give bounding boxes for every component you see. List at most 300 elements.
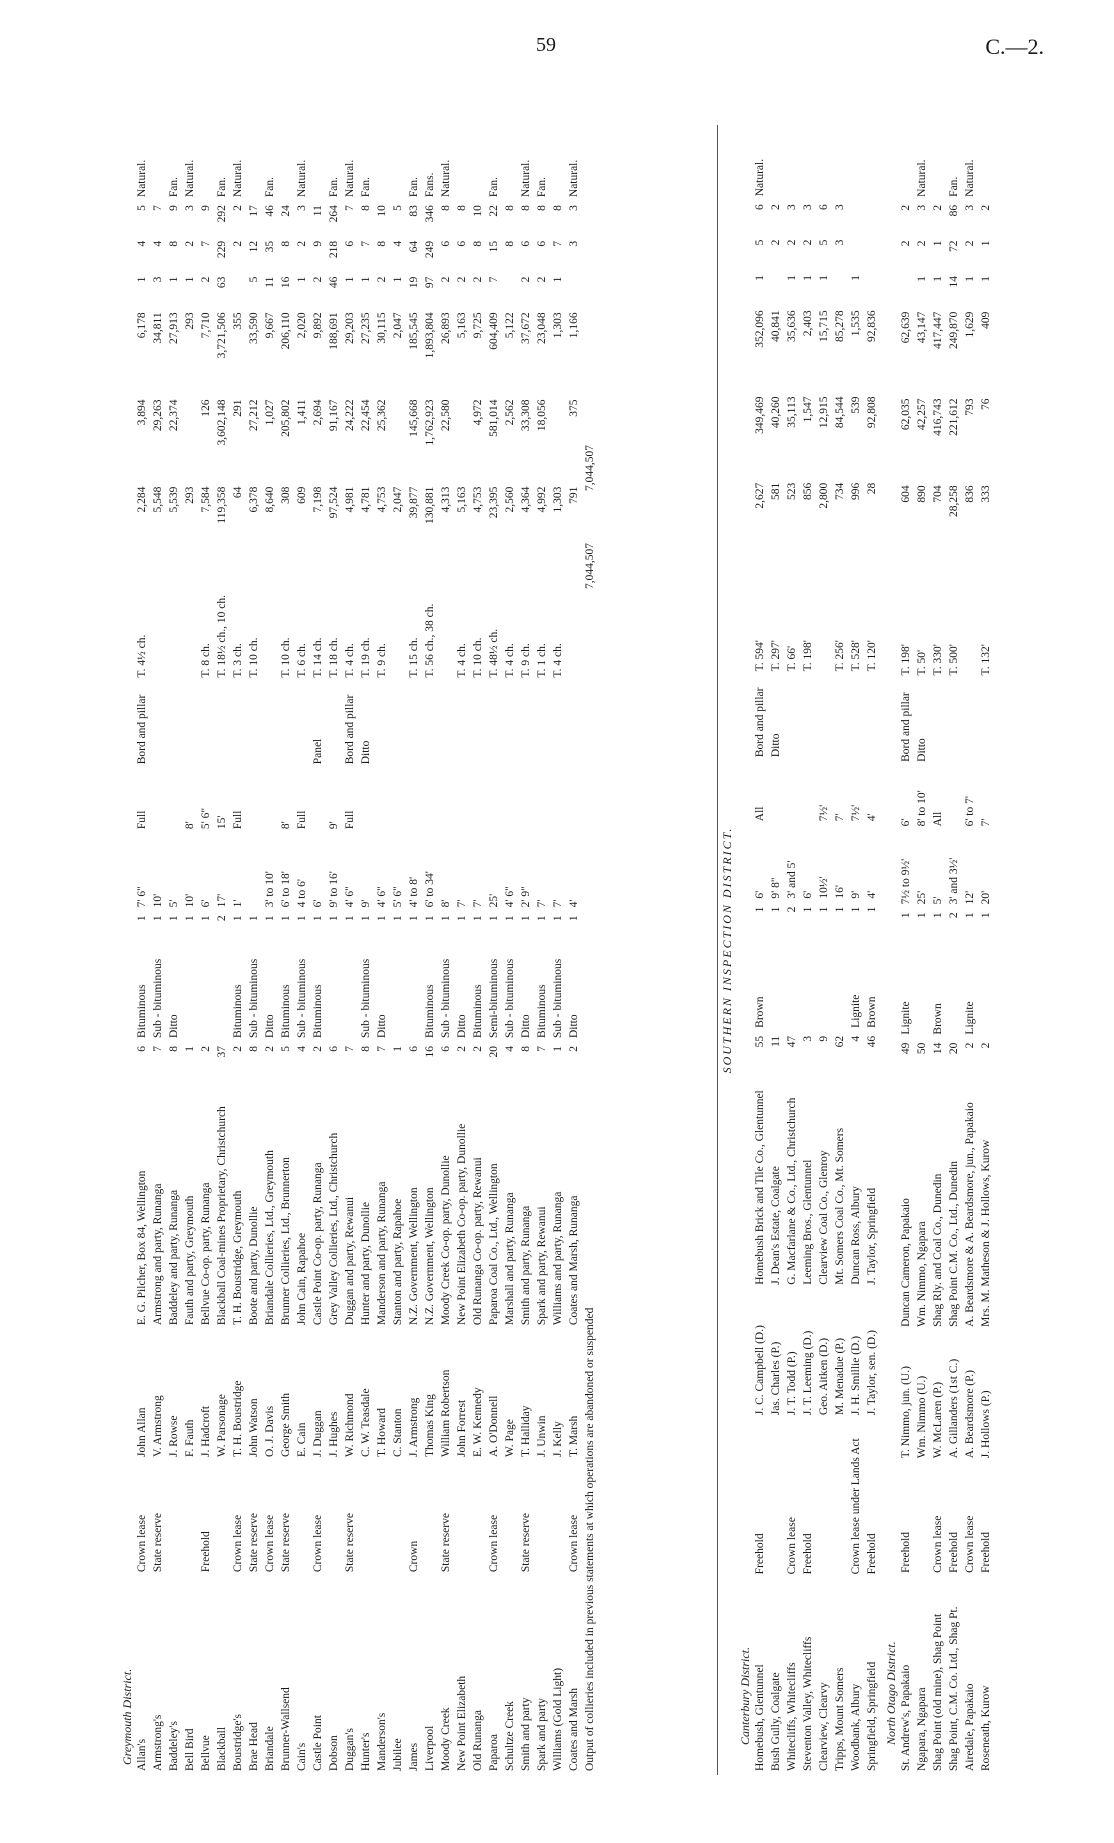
cell-owner: A. O'Donnell <box>488 1395 500 1458</box>
cell-depth: T. 198' <box>900 644 912 676</box>
cell-e: 35 <box>264 240 276 253</box>
cell-coal: Lignite <box>900 1001 912 1035</box>
cell-f: 3 <box>916 204 928 211</box>
cell-tenure: State reserve <box>280 1513 292 1573</box>
cell-a: 734 <box>834 482 846 500</box>
cell-c: 1,893,804 <box>424 312 436 359</box>
cell-owner: John Watson <box>248 1398 260 1458</box>
cell-worked <box>784 761 800 825</box>
cell-a: 4,753 <box>376 486 388 513</box>
cell-depth <box>182 561 198 682</box>
cell-coal <box>946 935 962 1039</box>
cell-tenure <box>470 1461 486 1576</box>
rotated-table <box>120 125 1080 1775</box>
cell-a: 6,378 <box>248 486 260 513</box>
cell-b: 1,547 <box>802 396 814 423</box>
cell-thick: 25' <box>488 893 500 908</box>
cell-a: 581 <box>770 482 782 500</box>
greymouth-district-title: Greymouth District. <box>120 1668 134 1765</box>
table-row <box>214 125 230 1775</box>
cell-thick: 10' <box>184 893 196 908</box>
cell-depth: T. 4 ch. <box>344 643 356 678</box>
cell-f: 8 <box>504 205 516 211</box>
cell-mine: Spark and party <box>536 1698 548 1771</box>
cell-address: Manderson and party, Runanga <box>376 1181 388 1326</box>
cell-depth: T. 19 ch. <box>360 637 372 678</box>
cell-address: A. Beardsmore & A. Beardsmore, jun., Papakaio <box>964 1102 976 1327</box>
cell-c: 3,721,506 <box>216 312 228 359</box>
cell-thick: 8' <box>440 899 452 908</box>
cell-mine: New Point Elizabeth <box>456 1675 468 1771</box>
cell-mine: Armstrong's <box>152 1714 164 1771</box>
cell-worked: 6' to 7' <box>964 796 976 827</box>
cell-a: 23,395 <box>488 486 500 519</box>
cell-mine: Schultze Creek <box>504 1701 516 1771</box>
cell-method <box>438 682 454 769</box>
cell-worked: 9' <box>328 821 340 830</box>
cell-seams: 1 <box>312 915 324 922</box>
cell-vent: Fan. <box>328 176 340 198</box>
cell-address: Marshall and party, Runanga <box>504 1192 516 1326</box>
cell-f: 17 <box>248 205 260 217</box>
cell-a: 2,627 <box>754 482 766 509</box>
cell-method: Ditto <box>916 738 928 762</box>
cell-f: 3 <box>296 205 308 211</box>
cell-depth: T. 6 ch. <box>296 643 308 678</box>
cell-c: 5,163 <box>456 312 468 339</box>
cell-n: 7 <box>536 1046 548 1052</box>
cell-vent: Natural. <box>568 159 580 198</box>
cell-address: Moody Creek Co-op. party, Dunollie <box>440 1155 452 1326</box>
cell-method <box>182 682 198 769</box>
section-divider <box>717 125 718 1775</box>
cell-e: 15 <box>488 240 500 253</box>
cell-worked: 8' <box>184 821 196 830</box>
cell-d: 1 <box>916 276 928 282</box>
cell-thick: 9' <box>360 899 372 908</box>
cell-d: 1 <box>754 274 766 281</box>
cell-f: 46 <box>264 205 276 217</box>
cell-b: 27,212 <box>248 399 260 432</box>
cell-address: Old Runanga Co-op. party, Rewanui <box>472 1157 484 1326</box>
cell-method <box>566 682 582 769</box>
cell-mine: Coates and Marsh <box>568 1687 580 1771</box>
cell-depth <box>150 561 166 682</box>
table-row <box>816 125 832 1775</box>
cell-mine: Bellvue <box>200 1735 212 1771</box>
table-row <box>454 125 470 1775</box>
cell-address: Duggan and party, Rewanui <box>344 1196 356 1326</box>
cell-vent <box>278 125 294 201</box>
cell-tenure: Freehold <box>948 1531 960 1573</box>
cell-n: 11 <box>770 1035 782 1047</box>
cell-tenure <box>454 1461 470 1576</box>
cell-d: 2 <box>520 276 532 283</box>
cell-f: 7 <box>152 205 164 211</box>
cell-n: 6 <box>440 1046 452 1052</box>
cell-address: Paparoa Coal Co., Ltd., Wellington <box>488 1163 500 1326</box>
cell-seams: 1 <box>472 915 484 922</box>
cell-d: 19 <box>408 276 420 289</box>
cell-b: 145,668 <box>408 399 420 437</box>
cell-n: 2 <box>472 1046 484 1052</box>
cell-depth <box>438 561 454 682</box>
cell-address: Williams and party, Runanga <box>552 1191 564 1326</box>
cell-coal: Bituminous <box>312 984 324 1039</box>
cell-thick: 12' <box>964 890 976 905</box>
cell-e: 2 <box>184 240 196 247</box>
cell-worked <box>262 768 278 833</box>
cell-mine: Manderson's <box>376 1712 388 1771</box>
cell-b: 62,035 <box>900 398 912 431</box>
cell-e: 2 <box>296 240 308 247</box>
cell-method <box>550 682 566 769</box>
cell-n: 2 <box>980 1042 992 1049</box>
cell-coal <box>182 938 198 1042</box>
cell-tenure: State reserve <box>344 1513 356 1573</box>
cell-d: 1 <box>786 274 798 281</box>
cell-d: 1 <box>964 276 976 282</box>
cell-vent: Fan. <box>948 176 960 197</box>
cell-tenure <box>422 1461 438 1576</box>
cell-n: 20 <box>488 1046 500 1058</box>
cell-c: 188,691 <box>328 312 340 350</box>
cell-b: 291 <box>232 399 244 417</box>
cell-method <box>390 682 406 769</box>
cell-a: 293 <box>184 486 196 504</box>
cell-owner: A. Gillanders (1st C.) <box>948 1358 960 1459</box>
cell-n: 16 <box>424 1046 436 1058</box>
cell-address: J. Taylor, Springfield <box>866 1187 878 1285</box>
cell-depth: T. 8 ch. <box>200 643 212 678</box>
cell-b: 22,454 <box>360 399 372 432</box>
cell-method: Bord and pillar <box>344 694 356 765</box>
cell-d: 1 <box>818 274 830 281</box>
cell-depth: T. 66' <box>786 645 798 672</box>
cell-method: Bord and pillar <box>136 694 148 765</box>
cell-mine: Roseneath, Kurow <box>980 1685 992 1771</box>
cell-n: 7 <box>376 1046 388 1052</box>
cell-seams: 1 <box>456 915 468 922</box>
cell-owner: W. Richmond <box>344 1393 356 1458</box>
cell-e: 8 <box>376 240 388 247</box>
cell-d: 2 <box>536 276 548 283</box>
cell-n: 2 <box>312 1046 324 1052</box>
cell-coal <box>342 938 358 1042</box>
cell-owner: J. Hughes <box>328 1411 340 1458</box>
cell-tenure <box>832 1419 848 1578</box>
cell-mine: St. Andrew's, Papakaio <box>900 1664 912 1771</box>
cell-f: 22 <box>488 205 500 217</box>
cell-tenure: Crown lease <box>488 1514 500 1573</box>
cell-address: N.Z. Government, Wellington <box>424 1187 436 1326</box>
cell-n: 8 <box>360 1046 372 1052</box>
cell-thick: 7' 6" <box>136 886 148 908</box>
cell-depth <box>262 561 278 682</box>
cell-depth <box>166 561 182 682</box>
cell-d: 2 <box>376 276 388 283</box>
cell-thick: 4' 6" <box>376 886 388 908</box>
cell-e <box>848 236 864 271</box>
cell-thick: 3' and 5' <box>786 860 798 899</box>
cell-n: 2 <box>200 1046 212 1052</box>
cell-owner: W. McLaren (P.) <box>932 1381 944 1459</box>
cell-vent <box>150 125 166 201</box>
cell-owner: O. J. Davis <box>264 1405 276 1458</box>
cell-f: 2 <box>900 204 912 211</box>
cell-f: 11 <box>312 205 324 217</box>
cell-c: 249,870 <box>948 311 960 350</box>
cell-tenure <box>550 1461 566 1576</box>
cell-address: Leeming Bros., Glentunnel <box>802 1159 814 1285</box>
cell-e: 9 <box>312 240 324 247</box>
cell-vent: Fan. <box>216 176 228 198</box>
cell-vent: Natural. <box>916 159 928 197</box>
cell-owner: Thomas King <box>424 1394 436 1458</box>
cell-e: 218 <box>328 240 340 259</box>
cell-seams: 1 <box>932 912 944 919</box>
cell-address: Stanton and party, Rapahoe <box>392 1198 404 1326</box>
cell-a: 836 <box>964 485 976 503</box>
cell-address: Fauth and party, Greymouth <box>184 1195 196 1326</box>
cell-n: 47 <box>786 1035 798 1048</box>
cell-thick: 9' <box>850 890 862 899</box>
cell-address: J. Dean's Estate, Coalgate <box>770 1166 782 1285</box>
cell-f: 3 <box>834 204 846 210</box>
cell-mine: Castle Point <box>312 1715 324 1771</box>
cell-seams: 1 <box>168 915 180 922</box>
cell-depth: T. 1 ch. <box>536 643 548 678</box>
cell-worked <box>166 768 182 833</box>
cell-coal <box>406 938 422 1042</box>
cell-e: 7 <box>360 240 372 247</box>
cell-f: 10 <box>472 205 484 217</box>
cell-owner: Geo. Aitken (D.) <box>818 1337 830 1416</box>
cell-f: 3 <box>964 204 976 211</box>
cell-seams: 2 <box>216 915 228 922</box>
cell-b: 40,260 <box>770 396 782 429</box>
cell-b: 1,762,923 <box>424 399 436 446</box>
cell-address: Coates and Marsh, Runanga <box>568 1195 580 1326</box>
cell-tenure: Crown lease <box>232 1514 244 1573</box>
cell-seams: 2 <box>786 906 798 913</box>
cell-mine: Woodbank, Albury <box>850 1683 862 1771</box>
cell-seams: 1 <box>536 915 548 922</box>
cell-e <box>864 236 880 271</box>
cell-thick: 6' <box>802 890 814 899</box>
cell-vent: Fan. <box>536 176 548 198</box>
cell-n: 14 <box>932 1042 944 1055</box>
cell-method <box>214 682 230 769</box>
cell-depth: T. 48½ ch. <box>488 628 500 678</box>
cell-e: 2 <box>916 240 928 247</box>
cell-n: 6 <box>328 1046 340 1052</box>
cell-method <box>946 679 962 765</box>
southern-tables <box>738 125 994 1775</box>
cell-owner: T. Nimmo, jun. (U.) <box>900 1366 912 1459</box>
cell-mine: Shag Point (old mine), Shag Point <box>932 1613 944 1771</box>
cell-method <box>470 682 486 769</box>
cell-depth: T. 132' <box>980 644 992 676</box>
cell-owner: J. Hollows (P.) <box>980 1390 992 1459</box>
table-row <box>342 125 358 1775</box>
cell-c: 293 <box>184 312 196 330</box>
cell-coal <box>198 938 214 1042</box>
cell-thick: 10' <box>152 893 164 908</box>
cell-vent <box>898 125 914 201</box>
cell-worked <box>800 761 816 825</box>
cell-thick: 4' to 8' <box>408 876 420 908</box>
cell-f: 3 <box>802 204 814 210</box>
table-row <box>246 125 262 1775</box>
cell-d: 2 <box>200 276 212 283</box>
cell-c: 185,545 <box>408 312 420 350</box>
cell-thick: 1' <box>232 899 244 908</box>
cell-owner: John Forrest <box>456 1399 468 1458</box>
cell-c: 9,725 <box>472 312 484 339</box>
cell-a: 996 <box>850 482 862 500</box>
cell-coal <box>784 929 800 1032</box>
cell-mine: Cain's <box>296 1742 308 1771</box>
cell-n: 2 <box>232 1046 244 1052</box>
cell-f: 86 <box>948 204 960 217</box>
cell-mine: Moody Creek <box>440 1707 452 1771</box>
cell-address: Clearview Coal Co., Glenroy <box>818 1150 830 1285</box>
cell-c: 1,303 <box>552 312 564 339</box>
table-row <box>166 125 182 1775</box>
cell-depth: T. 528' <box>850 640 862 672</box>
table-row <box>198 125 214 1775</box>
cell-method: Ditto <box>770 733 782 758</box>
cell-f: 9 <box>200 205 212 211</box>
cell-tenure: Crown lease <box>312 1514 324 1573</box>
cell-d: 11 <box>264 276 276 288</box>
cell-a: 28 <box>866 482 878 495</box>
cell-vent <box>800 125 816 200</box>
cell-b: 92,808 <box>866 396 878 429</box>
table-row <box>898 125 914 1775</box>
cell-c: 85,278 <box>834 310 846 342</box>
cell-method <box>962 679 978 765</box>
cell-e: 249 <box>424 240 436 259</box>
cell-e: 8 <box>280 240 292 247</box>
cell-owner: John Allan <box>136 1407 148 1458</box>
cell-n: 1 <box>184 1046 196 1052</box>
cell-f: 8 <box>456 205 468 211</box>
cell-d: 14 <box>948 276 960 288</box>
cell-d: 97 <box>424 276 436 289</box>
cell-b <box>454 396 470 483</box>
cell-thick: 4' <box>866 890 878 899</box>
cell-seams: 1 <box>424 915 436 922</box>
cell-method <box>800 675 816 761</box>
cell-thick: 6' <box>312 899 324 908</box>
cell-b: 42,257 <box>916 398 928 431</box>
cell-vent <box>390 125 406 201</box>
cell-tenure: Crown lease under Lands Act <box>850 1438 862 1575</box>
cell-coal: Bituminous <box>472 984 484 1039</box>
cell-vent <box>978 125 994 201</box>
cell-owner: E. W. Kennedy <box>472 1387 484 1458</box>
cell-d: 7 <box>488 276 500 283</box>
cell-address: Shag Point C.M. Co., Ltd., Dunedin <box>948 1161 960 1327</box>
cell-d: 1 <box>344 276 356 283</box>
page-number: 59 <box>536 34 556 56</box>
cell-method <box>518 682 534 769</box>
cell-depth: T. 120' <box>866 640 878 672</box>
cell-n: 1 <box>392 1046 404 1052</box>
cell-b: 33,308 <box>520 399 532 432</box>
cell-n: 55 <box>754 1035 766 1048</box>
cell-a: 7,584 <box>200 486 212 513</box>
cell-method <box>930 679 946 765</box>
table-row <box>566 125 582 1775</box>
cell-address: Armstrong and party, Runanga <box>152 1183 164 1326</box>
note-output-total: 7,044,507 <box>584 445 596 491</box>
cell-worked <box>390 768 406 833</box>
cell-b: 349,469 <box>754 396 766 434</box>
cell-e: 3 <box>568 240 580 247</box>
cell-depth: T. 4½ ch. <box>136 634 148 678</box>
cell-coal <box>768 929 784 1032</box>
cell-worked <box>566 768 582 833</box>
cell-vent <box>454 125 470 201</box>
cell-worked: Full <box>232 810 244 830</box>
cell-seams: 1 <box>488 915 500 922</box>
cell-n: 1 <box>552 1046 564 1052</box>
cell-seams: 1 <box>770 906 782 913</box>
cell-e: 1 <box>932 240 944 247</box>
cell-seams: 1 <box>568 915 580 922</box>
cell-thick: 7' <box>536 899 548 908</box>
cell-thick: 5' <box>932 896 944 905</box>
cell-worked <box>422 768 438 833</box>
cell-depth: T. 594' <box>754 640 766 672</box>
cell-method <box>832 675 848 761</box>
cell-a: 8,640 <box>264 486 276 513</box>
cell-worked <box>374 768 390 833</box>
cell-a: 4,753 <box>472 486 484 513</box>
table-row <box>374 125 390 1775</box>
cell-f: 292 <box>216 205 228 223</box>
cell-vent: Fan. <box>360 176 372 198</box>
cell-n: 20 <box>948 1042 960 1055</box>
cell-worked <box>406 768 422 833</box>
cell-b: 76 <box>980 398 992 410</box>
cell-coal: Sub - bituminous <box>360 958 372 1039</box>
cell-e: 8 <box>504 240 516 247</box>
table-row <box>832 125 848 1775</box>
cell-thick: 10½' <box>818 876 830 899</box>
cell-owner: George Smith <box>280 1393 292 1458</box>
cell-e: 6 <box>456 240 468 247</box>
cell-mine: Ngapara, Ngapara <box>916 1687 928 1771</box>
cell-b: 12,915 <box>818 396 830 429</box>
cell-owner: V. Armstrong <box>152 1395 164 1458</box>
cell-worked: All <box>932 811 944 827</box>
cell-worked <box>358 768 374 833</box>
cell-seams: 1 <box>754 906 766 913</box>
cell-worked: 7½' <box>850 804 862 822</box>
district-table <box>898 125 994 1775</box>
cell-address: Brunner Collieries, Ltd., Brunnerton <box>280 1157 292 1326</box>
cell-tenure <box>374 1461 390 1576</box>
cell-seams: 1 <box>328 915 340 922</box>
cell-d: 2 <box>472 276 484 283</box>
table-row <box>978 125 994 1775</box>
cell-coal: Bituminous <box>280 984 292 1039</box>
cell-method <box>848 675 864 761</box>
